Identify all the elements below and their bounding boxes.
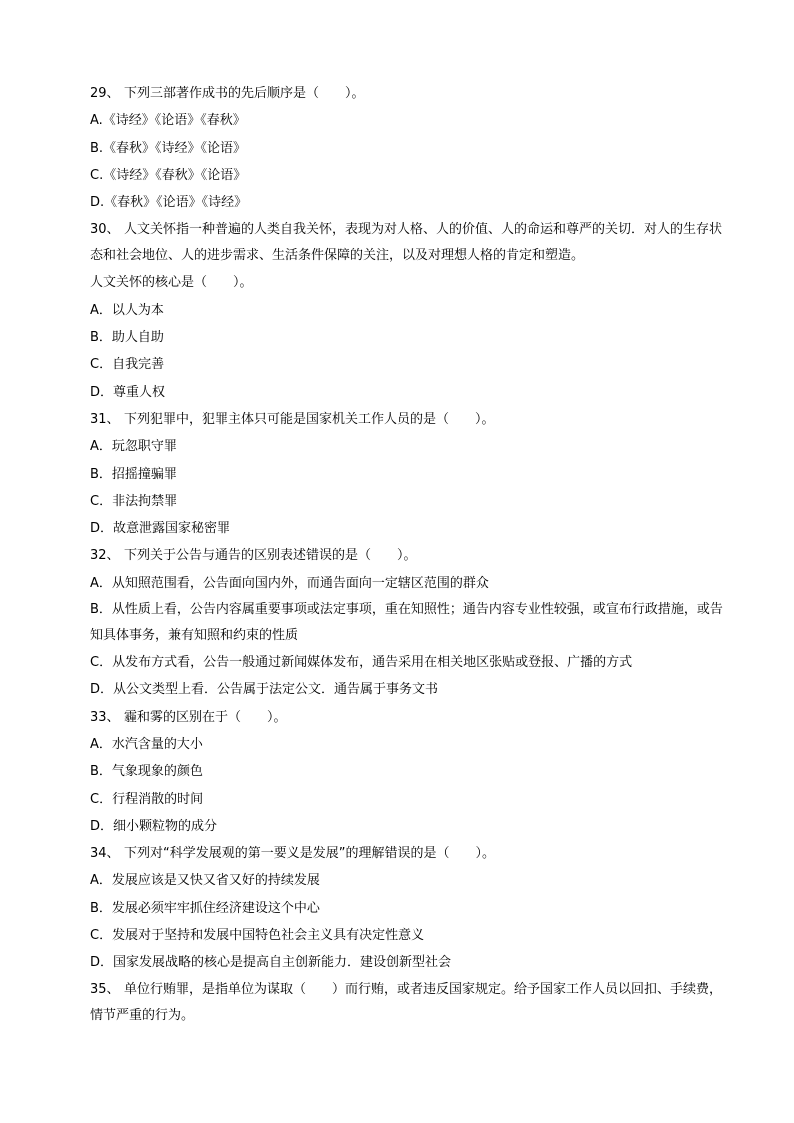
option-b: B．气象现象的颜色 bbox=[90, 764, 203, 780]
question-stem: 下列三部著作成书的先后顺序是（ ）。 bbox=[124, 86, 365, 101]
question-30 bbox=[90, 217, 730, 269]
option-b: B．招摇撞骗罪 bbox=[90, 466, 177, 482]
option-d: D．从公文类型上看．公告属于法定公文．通告属于事务文书 bbox=[90, 682, 439, 698]
question-stem: 下列对“科学发展观的第一要义是发展”的理解错误的是（ ）。 bbox=[124, 846, 495, 862]
option-a: A．发展应该是又快又省又好的持续发展 bbox=[90, 873, 320, 889]
question-stem: 下列犯罪中，犯罪主体只可能是国家机关工作人员的是（ ）。 bbox=[124, 411, 495, 427]
question-number: 32、 bbox=[90, 548, 120, 564]
option-c: C．行程消散的时间 bbox=[90, 791, 204, 807]
question-number: 31、 bbox=[90, 411, 120, 427]
option-d: D.《春秋》《论语》《诗经》 bbox=[90, 195, 248, 211]
question-35 bbox=[90, 977, 730, 1029]
option-d: D．细小颗粒物的成分 bbox=[90, 818, 218, 834]
question-31 bbox=[90, 406, 730, 433]
option-c: C.《诗经》《春秋》《论语》 bbox=[90, 167, 247, 183]
question-number: 33、 bbox=[90, 709, 120, 725]
question-stem: 单位行贿罪，是指单位为谋取（ ）而行贿，或者违反国家规定。给予国家工作人员以回扣、手续费，情节严重的行为。 bbox=[90, 981, 723, 1023]
question-number: 34、 bbox=[90, 846, 120, 862]
question-stem: 霾和雾的区别在于（ ）。 bbox=[124, 709, 287, 725]
question-32 bbox=[90, 542, 730, 569]
option-b: B．助人自助 bbox=[90, 330, 164, 346]
question-number: 29、 bbox=[90, 86, 120, 101]
option-b: B.《春秋》《诗经》《论语》 bbox=[90, 140, 247, 156]
question-stem: 人文关怀指一种普遍的人类自我关怀，表现为对人格、人的价值、人的命运和尊严的关切．对人的生存状态和社会地位、人的进步需求、生活条件保障的关注，以及对理想人格的肯定和塑造。 bbox=[90, 222, 723, 264]
question-number: 30、 bbox=[90, 222, 120, 238]
option-c: C．自我完善 bbox=[90, 357, 165, 373]
question-29 bbox=[90, 80, 730, 107]
option-d: D．故意泄露国家秘密罪 bbox=[90, 521, 231, 537]
option-b: B．从性质上看，公告内容属重要事项或法定事项，重在知照性；通告内容专业性较强，或宣布行政措施，或告知具体事务，兼有知照和约束的性质 bbox=[90, 602, 723, 644]
option-a: A.《诗经》《论语》《春秋》 bbox=[90, 113, 246, 129]
option-d: D．尊重人权 bbox=[90, 384, 166, 400]
option-c: C．从发布方式看，公告一般通过新闻媒体发布，通告采用在相关地区张贴或登报、广播的方式 bbox=[90, 655, 633, 671]
option-c: C．非法拘禁罪 bbox=[90, 493, 178, 509]
option-a: A．玩忽职守罪 bbox=[90, 439, 177, 455]
question-number: 35、 bbox=[90, 981, 120, 997]
option-a: A．水汽含量的大小 bbox=[90, 736, 203, 752]
exam-page bbox=[90, 80, 730, 1029]
question-stem-continuation: 人文关怀的核心是（ ）。 bbox=[90, 275, 253, 291]
option-b: B．发展必须牢牢抓住经济建设这个中心 bbox=[90, 900, 320, 916]
question-33 bbox=[90, 704, 730, 731]
question-stem: 下列关于公告与通告的区别表述错误的是（ ）。 bbox=[124, 548, 417, 564]
option-a: A．从知照范围看，公告面向国内外，而通告面向一定辖区范围的群众 bbox=[90, 575, 489, 591]
option-d: D．国家发展战略的核心是提高自主创新能力．建设创新型社会 bbox=[90, 955, 452, 971]
question-34 bbox=[90, 840, 730, 867]
option-a: A．以人为本 bbox=[90, 302, 164, 318]
option-c: C．发展对于坚持和发展中国特色社会主义具有决定性意义 bbox=[90, 928, 425, 944]
